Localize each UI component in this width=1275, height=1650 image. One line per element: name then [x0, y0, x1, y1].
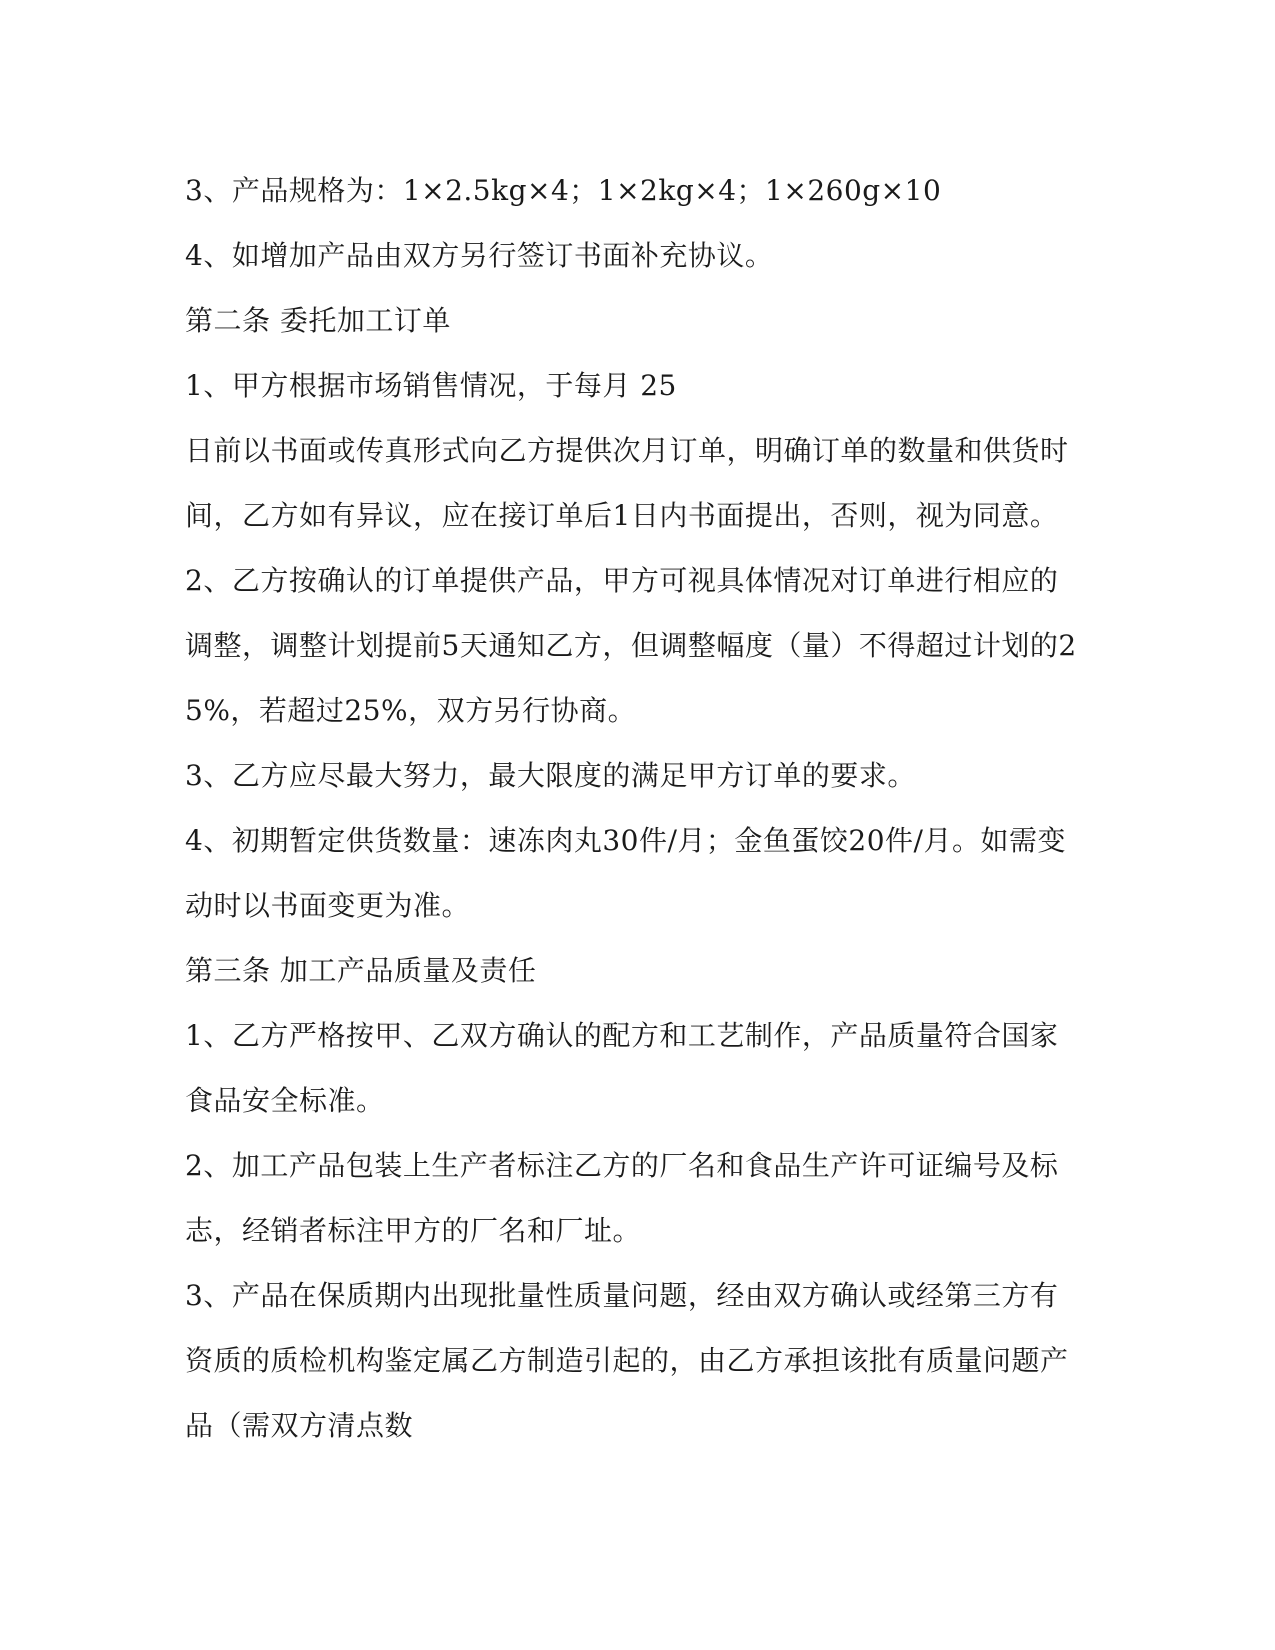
paragraph-line: 志，经销者标注甲方的厂名和厂址。 — [185, 1214, 642, 1247]
clause-item-line: 4、初期暂定供货数量：速冻肉丸30件/月；金鱼蛋饺20件/月。如需变 — [185, 824, 1066, 857]
paragraph-line: 间，乙方如有异议，应在接订单后1日内书面提出，否则，视为同意。 — [185, 499, 1059, 532]
clause-item-line: 2、加工产品包装上生产者标注乙方的厂名和食品生产许可证编号及标 — [185, 1149, 1059, 1182]
clause-item-line: 1、甲方根据市场销售情况，于每月 25 — [185, 369, 677, 402]
clause-item-line: 4、如增加产品由双方另行签订书面补充协议。 — [185, 239, 774, 272]
clause-item-line: 2、乙方按确认的订单提供产品，甲方可视具体情况对订单进行相应的 — [185, 564, 1059, 597]
paragraph-line: 日前以书面或传真形式向乙方提供次月订单，明确订单的数量和供货时 — [185, 434, 1069, 467]
clause-item-line: 1、乙方严格按甲、乙双方确认的配方和工艺制作，产品质量符合国家 — [185, 1019, 1059, 1052]
paragraph-line: 动时以书面变更为准。 — [185, 889, 471, 922]
paragraph-line: 调整，调整计划提前5天通知乙方，但调整幅度（量）不得超过计划的2 — [185, 629, 1077, 662]
paragraph-line: 5%，若超过25%，双方另行协商。 — [185, 694, 637, 727]
clause-item-line: 3、产品在保质期内出现批量性质量问题，经由双方确认或经第三方有 — [185, 1279, 1059, 1312]
paragraph-line: 品（需双方清点数 — [185, 1409, 414, 1442]
spec-line: 3、产品规格为：1×2.5kg×4；1×2kg×4；1×260g×10 — [185, 174, 942, 207]
clause-item-line: 3、乙方应尽最大努力，最大限度的满足甲方订单的要求。 — [185, 759, 916, 792]
paragraph-line: 资质的质检机构鉴定属乙方制造引起的，由乙方承担该批有质量问题产 — [185, 1344, 1069, 1377]
paragraph-line: 食品安全标准。 — [185, 1084, 385, 1117]
section-heading-2: 第二条 委托加工订单 — [185, 304, 451, 337]
section-heading-3: 第三条 加工产品质量及责任 — [185, 954, 537, 987]
document-body — [185, 158, 1085, 1458]
